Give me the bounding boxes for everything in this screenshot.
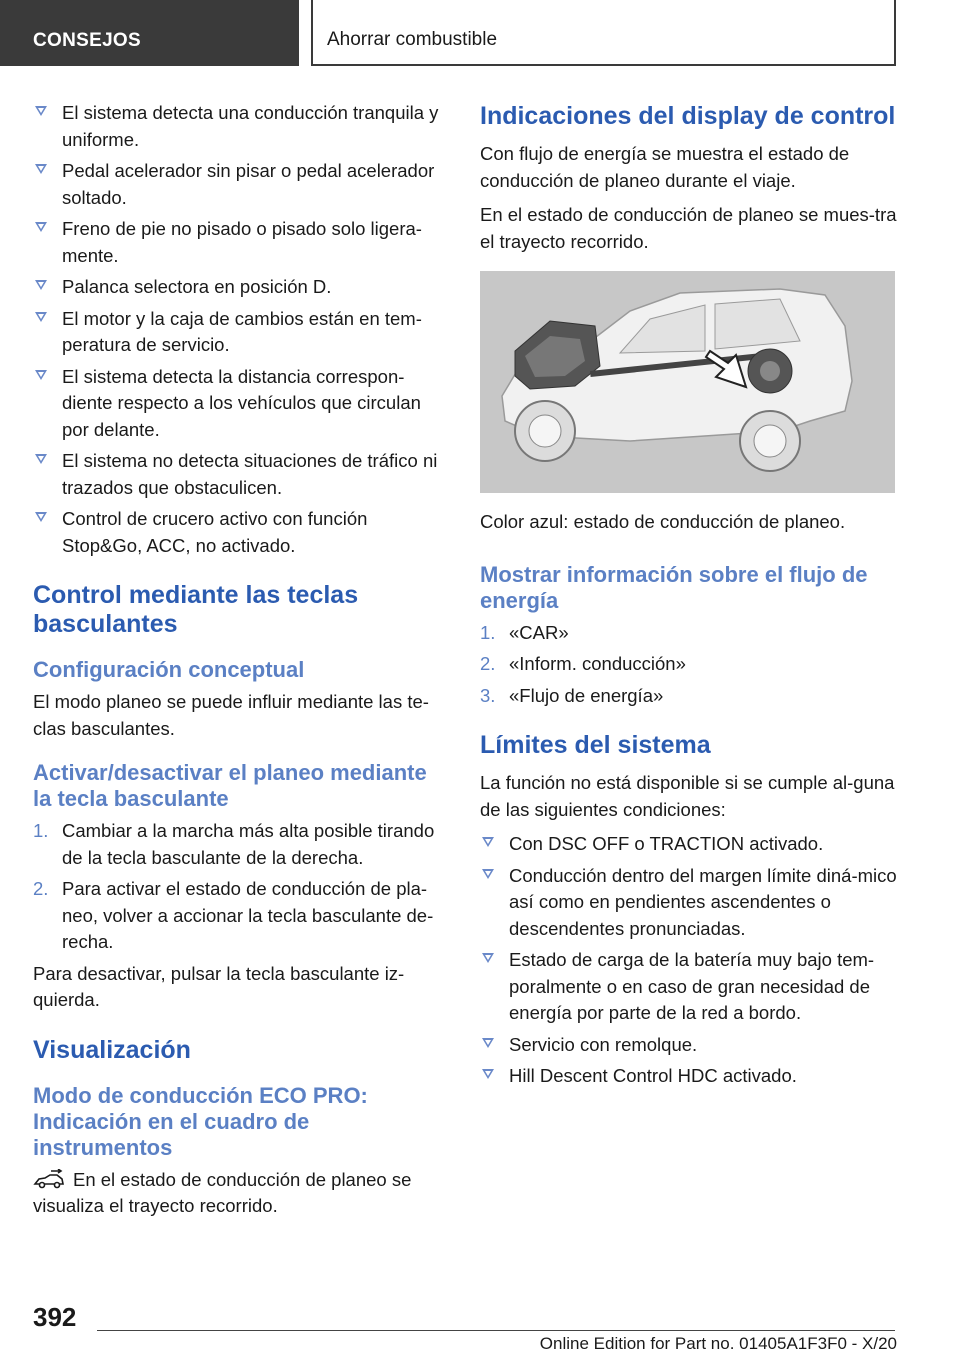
list-item: Hill Descent Control HDC activado. bbox=[480, 1063, 898, 1090]
list-item: Conducción dentro del margen límite diná‐mico así como en pendientes ascendentes o descendentes pronunciadas. bbox=[480, 863, 898, 943]
heading-activar: Activar/desactivar el planeo mediante la tecla basculante bbox=[33, 760, 427, 811]
step-item: 2. Para activar el estado de conducción de pla‐neo, volver a accionar la tecla basculante de‐recha. bbox=[33, 878, 434, 952]
vehicle-drivetrain-illustration bbox=[480, 271, 895, 493]
paragraph-desactivar: Para desactivar, pulsar la tecla basculante iz‐quierda. bbox=[33, 962, 405, 1010]
triangle-bullet-icon bbox=[482, 869, 494, 879]
heading-mostrar: Mostrar información sobre el flujo de energía bbox=[480, 561, 868, 613]
left-column bbox=[33, 100, 441, 1228]
triangle-bullet-icon bbox=[482, 953, 494, 963]
list-item: El sistema no detecta situaciones de tráfico ni trazados que obstaculicen. bbox=[33, 448, 441, 501]
list-item: Pedal acelerador sin pisar o pedal acelerador soltado. bbox=[33, 158, 441, 211]
triangle-bullet-icon bbox=[35, 370, 47, 380]
list-item: Estado de carga de la batería muy bajo tem‐poralmente o en caso de gran necesidad de energía por parte de la red a bordo. bbox=[480, 947, 898, 1027]
list-item: El sistema detecta una conducción tranquila y uniforme. bbox=[33, 100, 441, 153]
triangle-bullet-icon bbox=[482, 1069, 494, 1079]
triangle-bullet-icon bbox=[35, 222, 47, 232]
triangle-bullet-icon bbox=[35, 164, 47, 174]
figure-caption: Color azul: estado de conducción de planeo. bbox=[480, 511, 846, 532]
heading-limites: Límites del sistema bbox=[480, 731, 711, 759]
heading-visualizacion: Visualización bbox=[33, 1035, 191, 1064]
chapter-header bbox=[311, 0, 896, 66]
list-item: Con DSC OFF o TRACTION activado. bbox=[480, 831, 898, 858]
list-item: Control de crucero activo con función Stop&Go, ACC, no activado. bbox=[33, 506, 441, 559]
menu-steps-list bbox=[480, 620, 898, 710]
step-item: 3. «Flujo de energía» bbox=[480, 684, 664, 706]
step-item: 2. «Inform. conducción» bbox=[480, 653, 686, 674]
chapter-title: Ahorrar combustible bbox=[327, 29, 498, 50]
conditions-list bbox=[33, 100, 441, 559]
right-column bbox=[480, 100, 898, 1095]
heading-control: Control mediante las teclas basculantes bbox=[33, 581, 359, 638]
section-tab bbox=[0, 0, 299, 66]
paragraph-eco: En el estado de conducción de planeo se visualiza el trayecto recorrido. bbox=[33, 1168, 412, 1216]
list-item: El sistema detecta la distancia correspon‐diente respecto a los vehículos que circulan por delante. bbox=[33, 364, 441, 444]
triangle-bullet-icon bbox=[35, 280, 47, 290]
page-number: 392 bbox=[33, 1302, 77, 1332]
list-item: Servicio con remolque. bbox=[480, 1032, 898, 1059]
triangle-bullet-icon bbox=[35, 512, 47, 522]
section-label: CONSEJOS bbox=[33, 30, 141, 51]
steps-list bbox=[33, 818, 441, 956]
heading-eco-pro: Modo de conducción ECO PRO: Indicación en el cuadro de instrumentos bbox=[33, 1082, 368, 1160]
paragraph-limites: La función no está disponible si se cumple al‐guna de las siguientes condiciones: bbox=[480, 772, 895, 820]
car-cutaway-image bbox=[480, 271, 895, 493]
footer-edition: Online Edition for Part no. 01405A1F3F0 - X/20 bbox=[539, 1334, 897, 1353]
footer-rule bbox=[97, 1330, 895, 1331]
triangle-bullet-icon bbox=[35, 312, 47, 322]
list-item: Palanca selectora en posición D. bbox=[33, 274, 441, 301]
step-item: 1. «CAR» bbox=[480, 621, 569, 643]
triangle-bullet-icon bbox=[35, 106, 47, 116]
heading-config: Configuración conceptual bbox=[33, 657, 305, 682]
paragraph-config: El modo planeo se puede influir mediante las te‐clas basculantes. bbox=[33, 691, 429, 739]
list-item: El motor y la caja de cambios están en tem‐peratura de servicio. bbox=[33, 306, 441, 359]
limits-list bbox=[480, 831, 898, 1090]
paragraph-display-1: Con flujo de energía se muestra el estado de conducción de planeo durante el viaje. bbox=[480, 143, 850, 191]
triangle-bullet-icon bbox=[482, 837, 494, 847]
coasting-car-icon bbox=[33, 1169, 65, 1189]
paragraph-display-2: En el estado de conducción de planeo se mues‐tra el trayecto recorrido. bbox=[480, 204, 897, 252]
list-item: Freno de pie no pisado o pisado solo ligera‐mente. bbox=[33, 216, 441, 269]
heading-display: Indicaciones del display de control bbox=[480, 102, 896, 130]
triangle-bullet-icon bbox=[482, 1038, 494, 1048]
triangle-bullet-icon bbox=[35, 454, 47, 464]
step-item: 1. Cambiar a la marcha más alta posible tirando de la tecla basculante de la derecha. bbox=[33, 820, 435, 868]
